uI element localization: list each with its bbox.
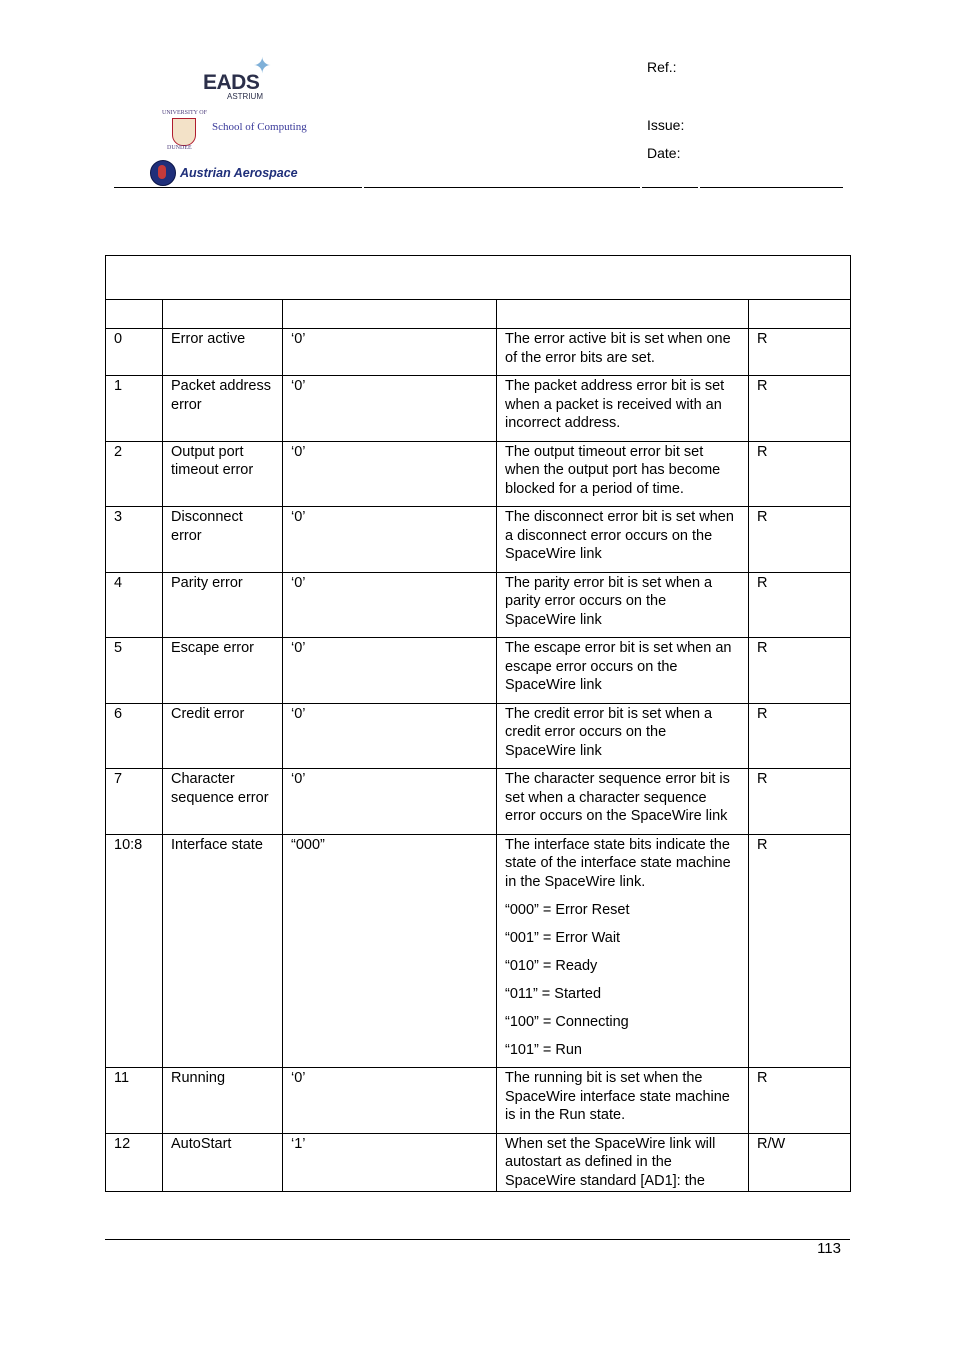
header-cell (106, 300, 163, 329)
access-cell: R (749, 769, 851, 835)
eads-logo-text: EADS (203, 71, 260, 94)
bit-cell: 6 (106, 703, 163, 769)
table-header-row (106, 300, 851, 329)
reset-value-cell: ‘0’ (283, 376, 497, 442)
description-cell: The character sequence error bit is set when a character sequence error occurs on the SpaceWire link (497, 769, 749, 835)
access-cell: R (749, 507, 851, 573)
access-cell: R/W (749, 1133, 851, 1192)
bit-cell: 5 (106, 638, 163, 704)
astrium-logo-text: ASTRIUM (227, 92, 263, 101)
reset-value-cell: ‘0’ (283, 572, 497, 638)
bit-cell: 12 (106, 1133, 163, 1192)
header-cell (749, 300, 851, 329)
crest-icon (172, 118, 196, 146)
eads-astrium-logo (203, 55, 283, 105)
reset-value-cell: “000” (283, 834, 497, 1068)
description-cell: The running bit is set when the SpaceWire interface state machine is in the Run state. (497, 1068, 749, 1134)
header-rule (114, 187, 362, 188)
university-arc-text: UNIVERSITY OF (162, 110, 207, 116)
footer-rule (105, 1239, 850, 1240)
bit-cell: 4 (106, 572, 163, 638)
header-cell (497, 300, 749, 329)
table-row (106, 329, 851, 376)
field-name-cell: Running (163, 1068, 283, 1134)
state-option: “000” = Error Reset (505, 901, 630, 918)
register-bit-table (105, 255, 851, 1192)
header-logos (145, 55, 345, 190)
reset-value-cell: ‘0’ (283, 638, 497, 704)
page-number: 113 (817, 1240, 841, 1257)
date-label: Date: (647, 145, 681, 161)
reset-value-cell: ‘0’ (283, 441, 497, 507)
table-caption-cell (106, 256, 851, 300)
access-cell: R (749, 1068, 851, 1134)
reset-value-cell: ‘0’ (283, 769, 497, 835)
header-rule (642, 187, 698, 188)
header-rule (364, 187, 640, 188)
table-row (106, 1068, 851, 1134)
description-cell: The parity error bit is set when a parity error occurs on the SpaceWire link (497, 572, 749, 638)
reset-value-cell: ‘1’ (283, 1133, 497, 1192)
description-cell: When set the SpaceWire link will autostart as defined in the SpaceWire standard [AD1]: the (497, 1133, 749, 1192)
state-option: “101” = Run (505, 1041, 582, 1058)
header-cell (283, 300, 497, 329)
table-row (106, 507, 851, 573)
table-row (106, 572, 851, 638)
bit-cell: 7 (106, 769, 163, 835)
bit-cell: 0 (106, 329, 163, 376)
description-cell: The packet address error bit is set when a packet is received with an incorrect address. (497, 376, 749, 442)
bit-cell: 2 (106, 441, 163, 507)
bit-cell: 11 (106, 1068, 163, 1134)
field-name-cell: Escape error (163, 638, 283, 704)
description-cell: The escape error bit is set when an escape error occurs on the SpaceWire link (497, 638, 749, 704)
description-cell: The output timeout error bit set when the output port has become blocked for a period of time. (497, 441, 749, 507)
ref-label: Ref.: (647, 59, 677, 75)
description-cell (497, 834, 749, 1068)
state-option: “100” = Connecting (505, 1013, 629, 1030)
star-icon: ✦ (253, 53, 272, 78)
access-cell: R (749, 834, 851, 1068)
reset-value-cell: ‘0’ (283, 507, 497, 573)
header-rule (700, 187, 843, 188)
bit-cell: 3 (106, 507, 163, 573)
globe-icon (150, 160, 176, 186)
field-name-cell: Parity error (163, 572, 283, 638)
field-name-cell: Error active (163, 329, 283, 376)
field-name-cell: AutoStart (163, 1133, 283, 1192)
school-of-computing-text: School of Computing (212, 121, 307, 133)
table-row (106, 441, 851, 507)
access-cell: R (749, 572, 851, 638)
access-cell: R (749, 376, 851, 442)
access-cell: R (749, 441, 851, 507)
field-name-cell: Packet address error (163, 376, 283, 442)
field-name-cell: Disconnect error (163, 507, 283, 573)
table-row (106, 376, 851, 442)
description-cell: The disconnect error bit is set when a disconnect error occurs on the SpaceWire link (497, 507, 749, 573)
state-option: “010” = Ready (505, 957, 598, 974)
table-row (106, 769, 851, 835)
field-name-cell: Interface state (163, 834, 283, 1068)
bit-cell: 1 (106, 376, 163, 442)
table-caption-row (106, 256, 851, 300)
table-row (106, 1133, 851, 1192)
reset-value-cell: ‘0’ (283, 703, 497, 769)
dundee-logo (150, 110, 340, 155)
bit-cell: 10:8 (106, 834, 163, 1068)
field-name-cell: Character sequence error (163, 769, 283, 835)
reset-value-cell: ‘0’ (283, 329, 497, 376)
header-cell (163, 300, 283, 329)
description-cell: The credit error bit is set when a credit error occurs on the SpaceWire link (497, 703, 749, 769)
description-cell: The error active bit is set when one of the error bits are set. (497, 329, 749, 376)
access-cell: R (749, 329, 851, 376)
university-city-text: DUNDEE (167, 145, 192, 151)
table-row (106, 638, 851, 704)
austrian-aerospace-logo (150, 158, 340, 186)
austrian-aerospace-text: Austrian Aerospace (180, 166, 298, 180)
state-option: “001” = Error Wait (505, 929, 621, 946)
table-row (106, 703, 851, 769)
issue-label: Issue: (647, 117, 685, 133)
field-name-cell: Credit error (163, 703, 283, 769)
field-name-cell: Output port timeout error (163, 441, 283, 507)
access-cell: R (749, 638, 851, 704)
state-option: “011” = Started (505, 985, 602, 1002)
reset-value-cell: ‘0’ (283, 1068, 497, 1134)
table-row (106, 834, 851, 1068)
description-text: The interface state bits indicate the state of the interface state machine in the SpaceWire link. (505, 836, 731, 890)
access-cell: R (749, 703, 851, 769)
